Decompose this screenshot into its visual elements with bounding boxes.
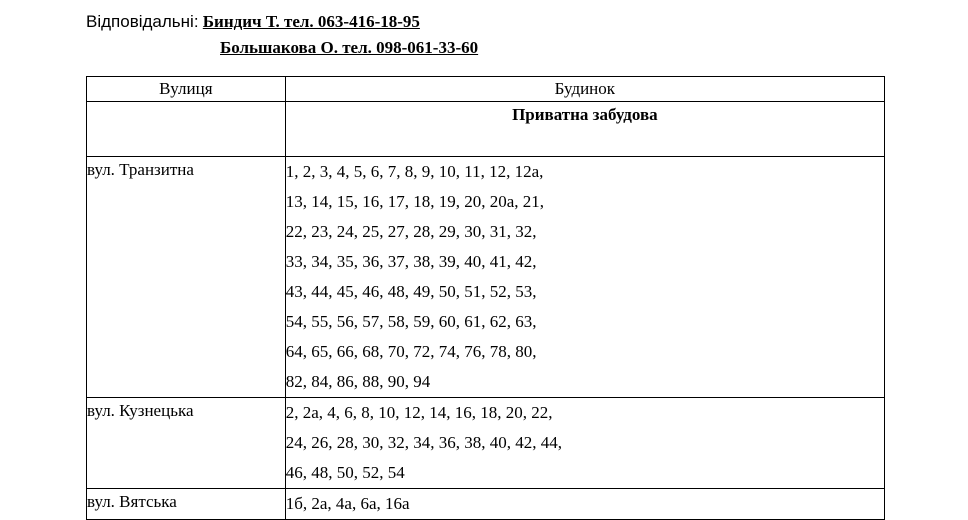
house-numbers-line: 46, 48, 50, 52, 54 xyxy=(285,463,405,482)
house-numbers-line: 64, 65, 66, 68, 70, 72, 74, 76, 78, 80, xyxy=(285,342,537,361)
table-row xyxy=(87,157,885,398)
house-numbers-line: 82, 84, 86, 88, 90, 94 xyxy=(285,372,431,391)
house-numbers xyxy=(285,398,884,489)
house-numbers xyxy=(285,489,884,520)
house-numbers-line: 13, 14, 15, 16, 17, 18, 19, 20, 20а, 21, xyxy=(285,192,545,211)
house-numbers xyxy=(285,157,884,398)
street-name: вул. Транзитна xyxy=(87,157,286,398)
section-empty-cell xyxy=(87,102,286,157)
house-numbers-line: 24, 26, 28, 30, 32, 34, 36, 38, 40, 42, 44, xyxy=(285,433,562,452)
responsible-person-1: Биндич Т. тел. 063-416-18-95 xyxy=(202,12,420,31)
table-row xyxy=(87,398,885,489)
street-name: вул. Кузнецька xyxy=(87,398,286,489)
header-house: Будинок xyxy=(285,77,884,102)
section-row xyxy=(87,102,885,157)
table-header-row xyxy=(87,77,885,102)
house-numbers-line: 22, 23, 24, 25, 27, 28, 29, 30, 31, 32, xyxy=(285,222,537,241)
responsible-person-2: Большакова О. тел. 098-061-33-60 xyxy=(220,38,479,57)
streets-table xyxy=(86,76,885,520)
section-title: Приватна забудова xyxy=(285,102,884,157)
responsible-line-2 xyxy=(86,35,478,61)
house-numbers-line: 2, 2а, 4, 6, 8, 10, 12, 14, 16, 18, 20, 22, xyxy=(285,403,553,422)
table-row xyxy=(87,489,885,520)
responsible-label: Відповідальні: xyxy=(86,12,199,31)
street-name: вул. Вятська xyxy=(87,489,286,520)
house-numbers-line: 1, 2, 3, 4, 5, 6, 7, 8, 9, 10, 11, 12, 12а, xyxy=(285,162,544,181)
house-numbers-line: 1б, 2а, 4а, 6а, 16а xyxy=(285,494,410,513)
house-numbers-line: 33, 34, 35, 36, 37, 38, 39, 40, 41, 42, xyxy=(285,252,537,271)
responsible-line-1 xyxy=(86,9,478,35)
house-numbers-line: 54, 55, 56, 57, 58, 59, 60, 61, 62, 63, xyxy=(285,312,537,331)
table-body xyxy=(87,102,885,520)
house-numbers-line: 43, 44, 45, 46, 48, 49, 50, 51, 52, 53, xyxy=(285,282,537,301)
responsible-block xyxy=(86,9,478,61)
header-street: Вулиця xyxy=(87,77,286,102)
